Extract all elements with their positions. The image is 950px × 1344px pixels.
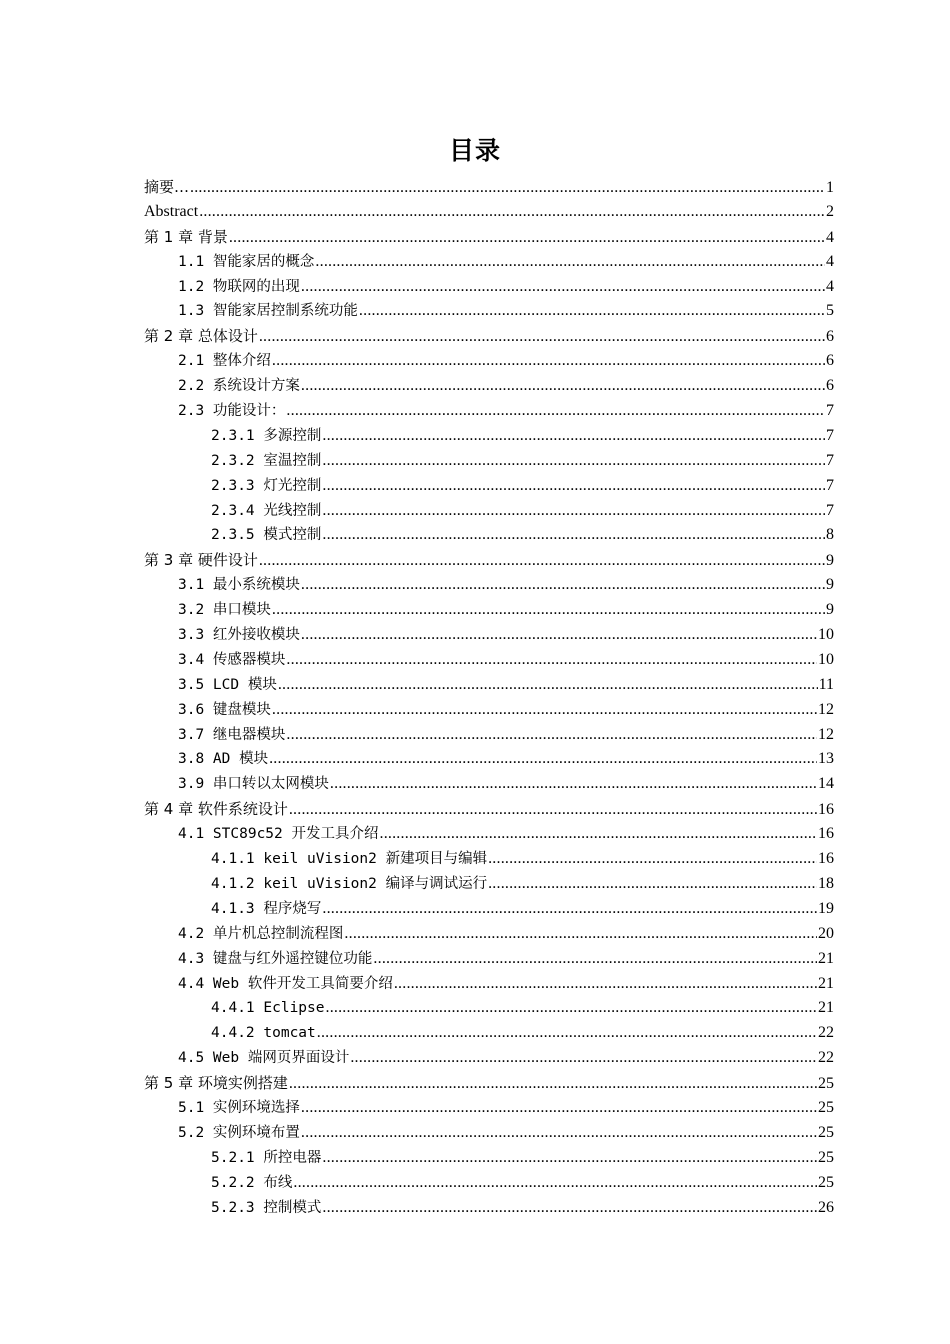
toc-entry-title: 4.1.1 keil uVision2 新建项目与编辑 [211,851,488,868]
toc-entry-title: 4.4.2 tomcat [211,1025,316,1042]
toc-entry-title: 1.3 智能家居控制系统功能 [178,303,358,320]
toc-entry[interactable] [144,1196,834,1221]
toc-entry[interactable] [144,598,834,623]
toc-entry[interactable] [144,648,834,673]
toc-entry[interactable] [144,250,834,275]
toc-entry-page-number: 14 [818,775,834,793]
toc-entry-title: 4.4.1 Eclipse [211,1000,325,1017]
toc-entry[interactable] [144,548,834,573]
dot-leader [344,922,817,947]
dot-leader [301,573,825,598]
dot-leader [359,299,825,324]
toc-entry-page-number: 11 [818,675,834,693]
dot-leader [322,1146,817,1171]
dot-leader [322,424,825,449]
toc-entry-title: 2.3.2 室温控制 [211,452,322,469]
dot-leader [326,996,818,1021]
toc-entry-title: 4.1 STC89c52 开发工具介绍 [178,826,379,843]
toc-entry-page-number: 25 [818,1148,834,1166]
toc-entry-title: 2.3.3 灯光控制 [211,477,322,494]
toc-entry-page-number: 7 [826,451,834,469]
toc-entry[interactable] [144,922,834,947]
toc-entry-title: 4.2 单片机总控制流程图 [178,925,344,942]
toc-entry[interactable] [144,623,834,648]
toc-entry-page-number: 7 [826,501,834,519]
toc-entry-page-number: 19 [818,899,834,917]
toc-entry-title: 3.9 串口转以太网模块 [178,776,329,793]
toc-entry-page-number: 25 [818,1173,834,1191]
dot-leader [488,847,817,872]
toc-entry-title: 第 1 章 背景 [144,227,228,246]
dot-leader [293,1171,817,1196]
toc-entry-page-number: 7 [826,402,834,420]
toc-entry[interactable] [144,424,834,449]
toc-title: 目录 [448,136,501,165]
dot-leader [301,374,825,399]
toc-entry[interactable] [144,747,834,772]
toc-entry-title: 4.3 键盘与红外遥控键位功能 [178,950,373,967]
toc-entry-page-number: 16 [818,825,834,843]
toc-entry-page-number: 21 [818,974,834,992]
toc-entry-page-number: 12 [818,725,834,743]
dot-leader [286,399,825,424]
toc-entry-page-number: 25 [818,1123,834,1141]
toc-entry-title: 4.4 Web 软件开发工具简要介绍 [178,975,393,992]
dot-leader [330,772,817,797]
toc-entry-title: 5.1 实例环境选择 [178,1099,300,1116]
toc-entry[interactable] [144,1146,834,1171]
toc-entry-page-number: 9 [826,552,834,570]
toc-entry[interactable] [144,399,834,424]
dot-leader [272,349,825,374]
toc-entry-title: 摘要… [144,178,190,196]
toc-entry[interactable] [144,673,834,698]
toc-entry-title: 5.2.2 布线 [211,1174,293,1191]
toc-entry-page-number: 21 [818,999,834,1017]
toc-entry[interactable] [144,573,834,598]
toc-entry[interactable] [144,349,834,374]
toc-entry-page-number: 4 [826,228,834,246]
toc-entry-page-number: 9 [826,601,834,619]
dot-leader [301,1121,817,1146]
toc-entry[interactable] [144,847,834,872]
toc-entry[interactable] [144,1121,834,1146]
toc-entry-title: Abstract [144,202,199,220]
dot-leader [394,972,817,997]
dot-leader [289,1072,817,1096]
toc-entry-title: 5.2.3 控制模式 [211,1199,322,1216]
dot-leader [315,250,825,275]
toc-entry-title: 4.1.2 keil uVision2 编译与调试运行 [211,875,488,892]
toc-entry-title: 3.3 红外接收模块 [178,627,300,644]
toc-entry[interactable] [144,772,834,797]
dot-leader [322,449,825,474]
toc-entry[interactable] [144,449,834,474]
toc-entry[interactable] [144,698,834,723]
toc-entry-page-number: 25 [818,1098,834,1116]
toc-entry-page-number: 6 [826,352,834,370]
dot-leader [373,947,817,972]
dot-leader [322,499,825,524]
dot-leader [259,549,825,573]
dot-leader [322,897,817,922]
toc-entry[interactable] [144,1021,834,1046]
toc-entry-title: 2.1 整体介绍 [178,353,271,370]
toc-entry-page-number: 5 [826,302,834,320]
dot-leader [286,648,817,673]
dot-leader [350,1046,817,1071]
toc-entry-title: 3.1 最小系统模块 [178,577,300,594]
toc-entry-title: 2.3.1 多源控制 [211,427,322,444]
toc-entry[interactable] [144,200,834,225]
toc-entry-title: 4.5 Web 端网页界面设计 [178,1050,350,1067]
toc-entry-title: 第 3 章 硬件设计 [144,551,258,570]
dot-leader [259,325,825,349]
toc-entry-title: 5.2 实例环境布置 [178,1124,300,1141]
toc-entry[interactable] [144,897,834,922]
dot-leader [190,176,825,200]
toc-entry-page-number: 4 [826,277,834,295]
toc-entry[interactable] [144,374,834,399]
toc-entry[interactable] [144,822,834,847]
toc-entry[interactable] [144,299,834,324]
toc-entry-page-number: 20 [818,924,834,942]
toc-entry-title: 3.8 AD 模块 [178,751,269,768]
toc-entry[interactable] [144,275,834,300]
toc-entry-title: 3.5 LCD 模块 [178,676,277,693]
toc-entry-title: 3.6 键盘模块 [178,701,271,718]
toc-entry[interactable] [144,797,834,822]
toc-entry-title: 1.2 物联网的出现 [178,278,300,295]
toc-entry-title: 第 4 章 软件系统设计 [144,800,288,819]
toc-entry-page-number: 7 [826,426,834,444]
dot-leader [322,1196,817,1221]
toc-entry-page-number: 10 [818,650,834,668]
dot-leader [301,623,817,648]
toc-entry-page-number: 25 [818,1075,834,1093]
toc-entry[interactable] [144,499,834,524]
toc-entry-title: 3.2 串口模块 [178,602,271,619]
dot-leader [229,226,825,250]
dot-leader [322,523,825,548]
dot-leader [289,798,817,822]
toc-entry-page-number: 8 [826,526,834,544]
toc-entry[interactable] [144,1171,834,1196]
toc-entry-page-number: 7 [826,476,834,494]
toc-entry[interactable] [144,523,834,548]
toc-entry-page-number: 6 [826,328,834,346]
toc-entry[interactable] [144,972,834,997]
dot-leader [278,673,818,698]
dot-leader [269,747,817,772]
toc-entry-title: 第 2 章 总体设计 [144,327,258,346]
toc-entry-page-number: 18 [818,874,834,892]
toc-list [144,175,834,1220]
toc-entry[interactable] [144,225,834,250]
toc-entry-page-number: 22 [818,1049,834,1067]
dot-leader [286,723,817,748]
dot-leader [199,200,825,225]
toc-entry-title: 2.3 功能设计： [178,403,286,420]
toc-entry-page-number: 10 [818,626,834,644]
toc-entry-page-number: 4 [826,252,834,270]
toc-entry[interactable] [144,474,834,499]
toc-entry-page-number: 6 [826,377,834,395]
toc-entry-page-number: 16 [818,801,834,819]
toc-entry-page-number: 1 [826,179,834,196]
toc-entry[interactable] [144,1096,834,1121]
toc-entry[interactable] [144,947,834,972]
toc-entry-page-number: 13 [818,750,834,768]
toc-entry-title: 第 5 章 环境实例搭建 [144,1074,288,1093]
toc-entry-title: 3.4 传感器模块 [178,651,286,668]
toc-entry-title: 1.1 智能家居的概念 [178,253,315,270]
dot-leader [301,275,825,300]
toc-entry-page-number: 2 [826,202,834,220]
dot-leader [380,822,818,847]
toc-entry-title: 3.7 继电器模块 [178,726,286,743]
toc-entry[interactable] [144,324,834,349]
toc-entry-title: 2.3.4 光线控制 [211,502,322,519]
toc-entry-page-number: 26 [818,1198,834,1216]
toc-entry-title: 2.3.5 模式控制 [211,527,322,544]
dot-leader [272,698,817,723]
toc-entry-page-number: 21 [818,949,834,967]
toc-entry-title: 4.1.3 程序烧写 [211,900,322,917]
toc-entry-page-number: 12 [818,700,834,718]
toc-entry-title: 5.2.1 所控电器 [211,1149,322,1166]
toc-entry[interactable] [144,1071,834,1096]
toc-entry[interactable] [144,1046,834,1071]
toc-entry-title: 2.2 系统设计方案 [178,378,300,395]
dot-leader [272,598,825,623]
dot-leader [322,474,825,499]
toc-entry-page-number: 9 [826,576,834,594]
toc-entry-page-number: 22 [818,1024,834,1042]
dot-leader [488,872,817,897]
toc-entry[interactable] [144,175,834,200]
dot-leader [301,1096,817,1121]
toc-entry[interactable] [144,872,834,897]
toc-entry-page-number: 16 [818,850,834,868]
dot-leader [317,1021,817,1046]
toc-entry[interactable] [144,723,834,748]
toc-entry[interactable] [144,996,834,1021]
